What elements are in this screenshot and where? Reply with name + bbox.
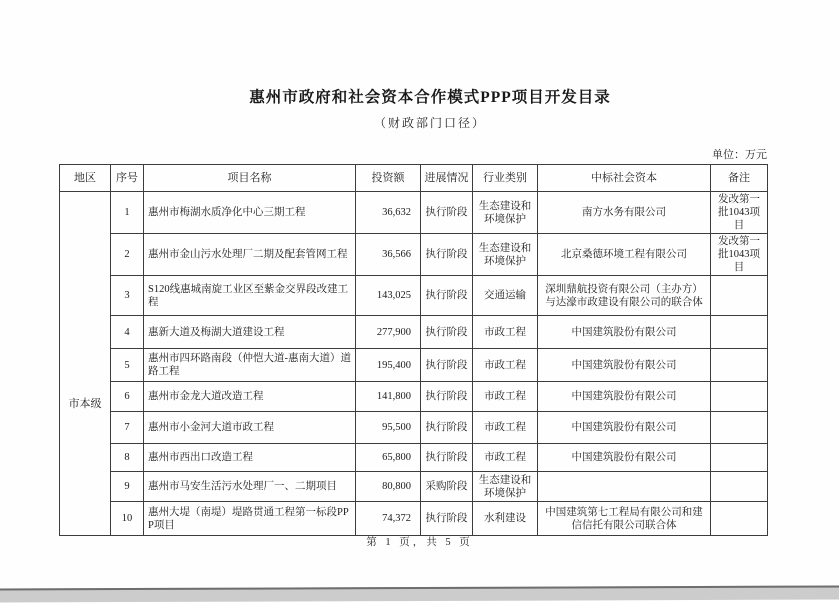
- row-number-cell: 9: [111, 472, 144, 502]
- bidder-cell: 中国建筑股份有限公司: [538, 316, 711, 349]
- table-row: [60, 412, 768, 444]
- column-header-region: 地区: [60, 165, 111, 192]
- project-name-cell: 惠州市马安生活污水处理厂一、二期项目: [144, 472, 356, 502]
- remark-cell: [711, 444, 768, 472]
- column-header-remark: 备注: [711, 165, 768, 192]
- bidder-cell: 中国建筑股份有限公司: [538, 412, 711, 444]
- investment-cell: 65,800: [356, 444, 421, 472]
- row-number-cell: 3: [111, 276, 144, 316]
- column-header-bidder: 中标社会资本: [538, 165, 711, 192]
- progress-cell: 执行阶段: [421, 192, 473, 234]
- table-row: [60, 444, 768, 472]
- progress-cell: 执行阶段: [421, 502, 473, 536]
- progress-cell: 执行阶段: [421, 412, 473, 444]
- remark-cell: [711, 472, 768, 502]
- region-cell: 市本级: [60, 192, 111, 536]
- industry-cell: 生态建设和环境保护: [473, 472, 538, 502]
- bidder-cell: 北京桑德环境工程有限公司: [538, 234, 711, 276]
- remark-cell: [711, 349, 768, 382]
- investment-cell: 36,566: [356, 234, 421, 276]
- row-number-cell: 6: [111, 382, 144, 412]
- remark-cell: 发改第一批1043项目: [711, 192, 768, 234]
- table-row: [60, 316, 768, 349]
- remark-cell: [711, 502, 768, 536]
- bidder-cell: [538, 472, 711, 502]
- investment-cell: 277,900: [356, 316, 421, 349]
- industry-cell: 生态建设和环境保护: [473, 234, 538, 276]
- project-name-cell: 惠州市梅湖水质净化中心三期工程: [144, 192, 356, 234]
- remark-cell: [711, 382, 768, 412]
- table-row: [60, 234, 768, 276]
- page-number: 第 1 页，共 5 页: [366, 537, 473, 548]
- column-header-industry: 行业类别: [473, 165, 538, 192]
- table-row: [60, 472, 768, 502]
- row-number-cell: 4: [111, 316, 144, 349]
- industry-cell: 生态建设和环境保护: [473, 192, 538, 234]
- column-header-investment: 投资额: [356, 165, 421, 192]
- column-header-project-name: 项目名称: [144, 165, 356, 192]
- scan-bottom-edge: [0, 586, 839, 603]
- progress-cell: 执行阶段: [421, 444, 473, 472]
- remark-cell: [711, 316, 768, 349]
- bidder-cell: 中国建筑第七工程局有限公司和建信信托有限公司联合体: [538, 502, 711, 536]
- document-subtitle: （财政部门口径）: [373, 116, 486, 130]
- bidder-cell: 中国建筑股份有限公司: [538, 349, 711, 382]
- table-row: [60, 276, 768, 316]
- industry-cell: 市政工程: [473, 316, 538, 349]
- row-number-cell: 5: [111, 349, 144, 382]
- row-number-cell: 8: [111, 444, 144, 472]
- bidder-cell: 中国建筑股份有限公司: [538, 444, 711, 472]
- project-name-cell: 惠州市小金河大道市政工程: [144, 412, 356, 444]
- industry-cell: 市政工程: [473, 444, 538, 472]
- investment-cell: 141,800: [356, 382, 421, 412]
- progress-cell: 执行阶段: [421, 276, 473, 316]
- project-name-cell: 惠州市西出口改造工程: [144, 444, 356, 472]
- row-number-cell: 2: [111, 234, 144, 276]
- investment-cell: 95,500: [356, 412, 421, 444]
- progress-cell: 执行阶段: [421, 382, 473, 412]
- row-number-cell: 7: [111, 412, 144, 444]
- bidder-cell: 南方水务有限公司: [538, 192, 711, 234]
- remark-cell: [711, 412, 768, 444]
- row-number-cell: 10: [111, 502, 144, 536]
- project-name-cell: 惠新大道及梅湖大道建设工程: [144, 316, 356, 349]
- industry-cell: 市政工程: [473, 349, 538, 382]
- row-number-cell: 1: [111, 192, 144, 234]
- bidder-cell: 深圳鼎航投资有限公司（主办方）与达濠市政建设有限公司的联合体: [538, 276, 711, 316]
- table-row: [60, 192, 768, 234]
- table-row: [60, 502, 768, 536]
- project-name-cell: 惠州市四环路南段（仲恺大道-惠南大道）道路工程: [144, 349, 356, 382]
- bidder-cell: 中国建筑股份有限公司: [538, 382, 711, 412]
- table-body: [60, 192, 768, 536]
- document-title: 惠州市政府和社会资本合作模式PPP项目开发目录: [249, 89, 611, 106]
- table-row: [60, 349, 768, 382]
- project-name-cell: 惠州市金龙大道改造工程: [144, 382, 356, 412]
- progress-cell: 执行阶段: [421, 349, 473, 382]
- investment-cell: 195,400: [356, 349, 421, 382]
- column-header-no: 序号: [111, 165, 144, 192]
- investment-cell: 80,800: [356, 472, 421, 502]
- investment-cell: 36,632: [356, 192, 421, 234]
- industry-cell: 市政工程: [473, 412, 538, 444]
- investment-cell: 143,025: [356, 276, 421, 316]
- unit-note: 单位：万元: [712, 149, 767, 161]
- remark-cell: 发改第一批1043项目: [711, 234, 768, 276]
- project-name-cell: 惠州市金山污水处理厂二期及配套管网工程: [144, 234, 356, 276]
- column-header-progress: 进展情况: [421, 165, 473, 192]
- ppp-project-table: [59, 164, 768, 536]
- project-name-cell: 惠州大堤（南堤）堤路贯通工程第一标段PPP项目: [144, 502, 356, 536]
- project-name-cell: S120线惠城南旋工业区至紫金交界段改建工程: [144, 276, 356, 316]
- remark-cell: [711, 276, 768, 316]
- header-row: [60, 165, 768, 192]
- industry-cell: 交通运输: [473, 276, 538, 316]
- industry-cell: 市政工程: [473, 382, 538, 412]
- table-header: [60, 165, 768, 192]
- investment-cell: 74,372: [356, 502, 421, 536]
- progress-cell: 执行阶段: [421, 234, 473, 276]
- industry-cell: 水利建设: [473, 502, 538, 536]
- progress-cell: 采购阶段: [421, 472, 473, 502]
- progress-cell: 执行阶段: [421, 316, 473, 349]
- table-row: [60, 382, 768, 412]
